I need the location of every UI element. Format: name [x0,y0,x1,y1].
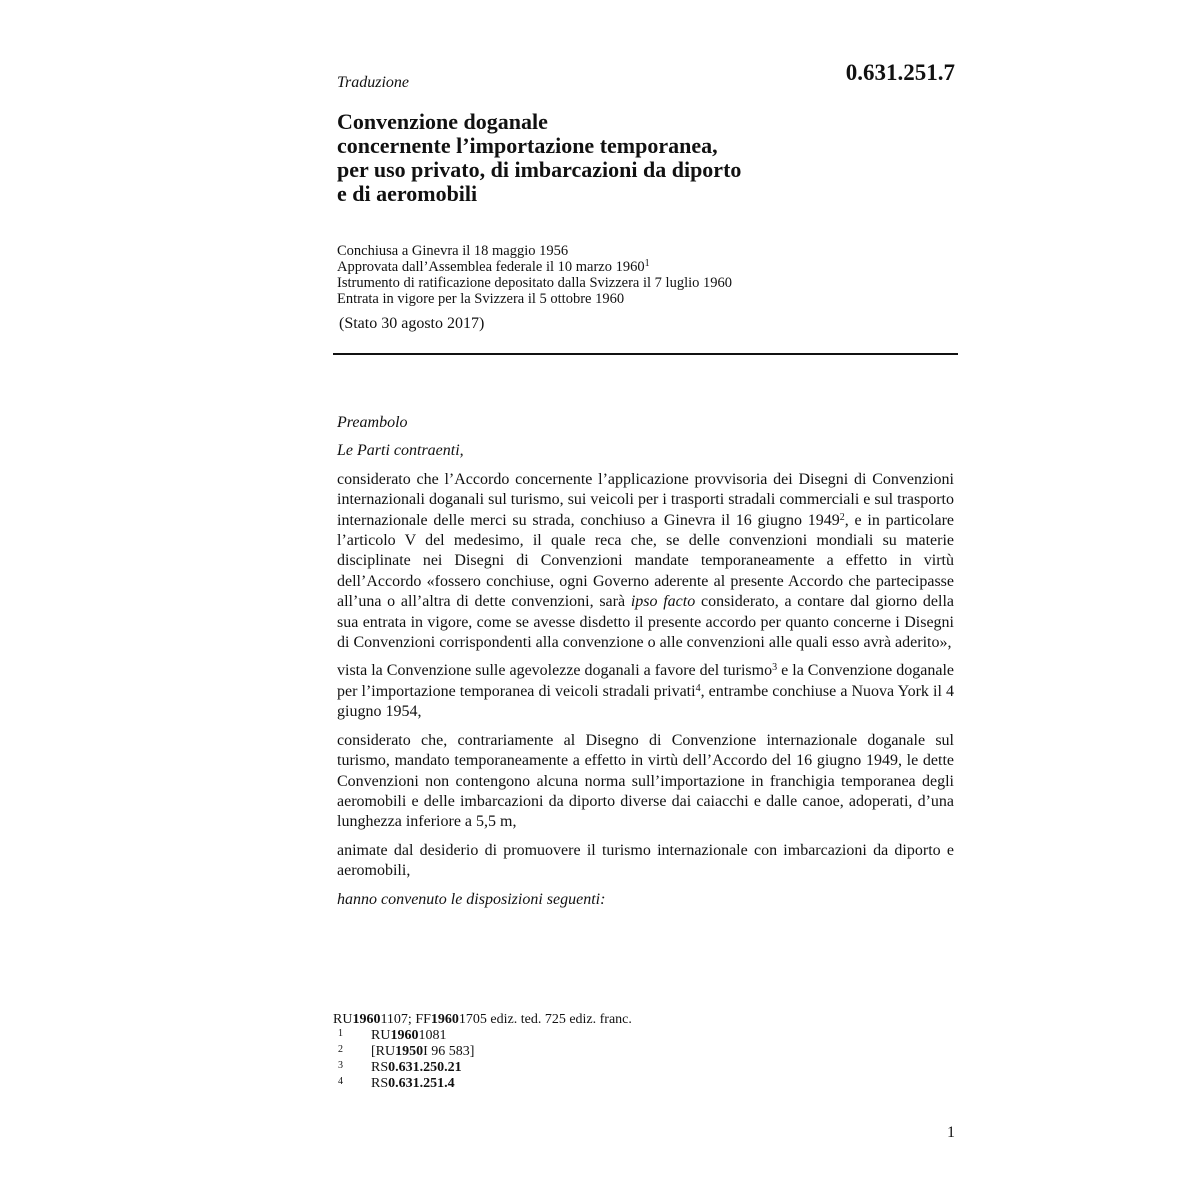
footnote-bold: 0.631.251.4 [388,1076,455,1091]
preamble-paragraph [337,470,954,654]
entry-into-force-date: Entrata in vigore per la Svizzera il 5 ottobre 1960 [337,291,625,307]
preamble-paragraph [337,661,954,722]
footnote-item [333,1028,953,1044]
approval-date [337,259,957,275]
footnote-bold: 1950 [395,1044,424,1059]
ref-text: RU [333,1012,353,1027]
footnote-text: I 96 583] [423,1044,475,1059]
footnote-number: 3 [338,1060,343,1071]
footnote-number: 4 [338,1076,343,1087]
sr-number: 0.631.251.7 [845,60,955,85]
paragraph-italic: ipso facto [630,593,696,611]
paragraph-text: vista la Convenzione sulle agevolezze doganali a favore del turismo [337,662,773,680]
closing-statement: hanno convenuto le disposizioni seguenti: [337,890,606,908]
ref-text: 1107; FF [380,1012,431,1027]
footnote-ref[interactable]: 4 [695,682,701,694]
footnote-number: 2 [338,1044,343,1055]
source-reference [333,1012,953,1028]
paragraph-text: , entrambe conchiuse a Nuova York il 4 giugno 1954, [337,682,954,721]
preamble-paragraph: animate dal desiderio di promuovere il turismo internazionale con imbarcazioni da diporto e aeromobili, [337,841,954,880]
footnote-item [333,1044,953,1060]
paragraph-text: considerato che l’Accordo concernente l’applicazione provvisoria dei Disegni di Convenzioni internazionali doganali sul turismo, sui veicoli per i trasporti stradali commerciali e sul trasporto internazionale delle merci su strada, conchiuso a Ginevra il 16 giugno 1949 [337,470,954,529]
approval-text: Approvata dall’Assemblea federale il 10 marzo 1960 [337,259,645,275]
contracting-parties: Le Parti contraenti, [337,442,464,460]
preamble-heading: Preambolo [337,414,408,431]
footnote-text: RS [371,1060,389,1075]
ref-year: 1960 [352,1012,381,1027]
header-divider [333,353,958,355]
title-line: per uso privato, di imbarcazioni da diporto [337,157,742,182]
paragraph-text: considerato, a contare dal giorno della sua entrata in vigore, come se avesse disdetto il presente accordo per quanto concerne i Disegni di Convenzioni corrispondenti alla convenzione o alle convenzioni alle quali esso avrà aderito», [337,593,955,652]
footnotes [333,1012,953,1092]
page-number: 1 [947,1124,955,1141]
preamble-paragraph: considerato che, contrariamente al Disegno di Convenzione internazionale doganale sul turismo, mandato temporaneamente a effetto in virtù dell’Accordo del 16 giugno 1949, le dette Convenzioni non contengono alcuna norma sull’importazione in franchigia temporanea degli aeromobili e delle imbarcazioni da diporto diverse dai caiacchi e dalle canoe, adoperati, d’una lunghezza inferiore a 5,5 m, [337,731,954,831]
treaty-metadata [337,243,957,307]
footnote-ref[interactable]: 2 [839,511,845,523]
ref-year: 1960 [430,1012,459,1027]
document-title [337,110,937,206]
translation-label: Traduzione [337,74,410,91]
title-line: e di aeromobili [337,181,478,206]
footnote-text: RS [371,1076,389,1091]
footnote-ref[interactable]: 3 [772,662,778,674]
footnote-ref[interactable]: 1 [644,258,650,269]
preamble-section [337,413,954,918]
status-date: (Stato 30 agosto 2017) [339,315,485,332]
footnote-number: 1 [338,1028,343,1039]
footnote-item [333,1060,953,1076]
title-line: Convenzione doganale [337,109,548,134]
footnote-text: [RU [371,1044,396,1059]
concluded-date: Conchiusa a Ginevra il 18 maggio 1956 [337,243,569,259]
footnote-text: 1081 [418,1028,447,1043]
footnote-bold: 0.631.250.21 [388,1060,462,1075]
footnote-item [333,1076,953,1092]
ref-text: 1705 ediz. ted. 725 ediz. franc. [458,1012,632,1027]
title-line: concernente l’importazione temporanea, [337,133,718,158]
ratification-date: Istrumento di ratificazione depositato dalla Svizzera il 7 luglio 1960 [337,275,733,291]
footnote-bold: 1960 [390,1028,419,1043]
paragraph-text: e la Convenzione doganale per l’importazione temporanea di veicoli stradali privati [337,662,954,700]
footnote-text: RU [371,1028,391,1043]
paragraph-text: , e in particolare l’articolo V del medesimo, il quale reca che, se delle convenzioni mondiali su materie disciplinate nei Disegni di Convenzioni mandate temporaneamente a effetto in virtù dell’Accordo «fossero conchiuse, ogni Governo aderente al presente Accordo che partecipasse all’una o all’altra di dette convenzioni, sarà [337,511,955,611]
